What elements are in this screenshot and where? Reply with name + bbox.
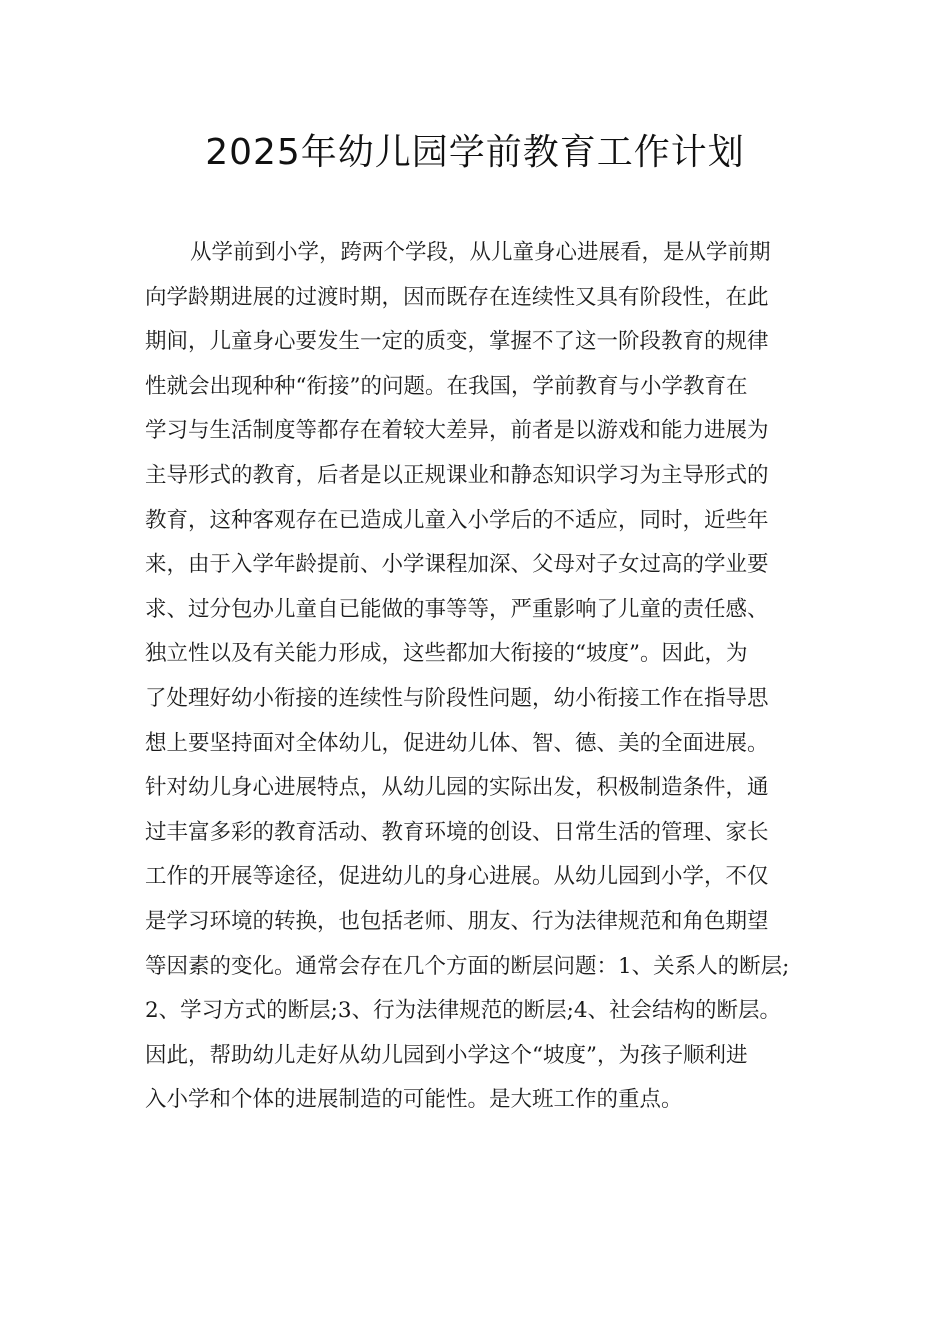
paragraph-line: 想上要坚持面对全体幼儿，促进幼儿体、智、德、美的全面进展。 bbox=[145, 730, 769, 756]
paragraph-line: 向学龄期进展的过渡时期，因而既存在连续性又具有阶段性，在此 bbox=[145, 284, 769, 310]
paragraph-line: 教育，这种客观存在已造成儿童入小学后的不适应，同时，近些年 bbox=[145, 507, 769, 533]
paragraph-line: 独立性以及有关能力形成，这些都加大衔接的“坡度”。因此，为 bbox=[145, 641, 748, 667]
body-paragraph bbox=[145, 231, 813, 1123]
paragraph-line: 期间，儿童身心要发生一定的质变，掌握不了这一阶段教育的规律 bbox=[145, 329, 769, 355]
paragraph-line: 是学习环境的转换，也包括老师、朋友、行为法律规范和角色期望 bbox=[145, 908, 769, 934]
document-title: 2025年幼儿园学前教育工作计划 bbox=[205, 132, 745, 173]
paragraph-line: 性就会出现种种“衔接”的问题。在我国，学前教育与小学教育在 bbox=[145, 373, 748, 399]
paragraph-line: 2、学习方式的断层;3、行为法律规范的断层;4、社会结构的断层。 bbox=[145, 998, 782, 1024]
paragraph-line: 了处理好幼小衔接的连续性与阶段性问题，幼小衔接工作在指导思 bbox=[145, 685, 769, 711]
paragraph-line: 等因素的变化。通常会存在几个方面的断层问题：1、关系人的断层; bbox=[145, 953, 790, 979]
paragraph-line: 针对幼儿身心进展特点，从幼儿园的实际出发，积极制造条件，通 bbox=[145, 775, 769, 801]
paragraph-line: 从学前到小学，跨两个学段，从儿童身心进展看，是从学前期 bbox=[190, 240, 771, 265]
paragraph-line: 工作的开展等途径，促进幼儿的身心进展。从幼儿园到小学，不仅 bbox=[145, 864, 769, 890]
paragraph-line: 入小学和个体的进展制造的可能性。是大班工作的重点。 bbox=[145, 1087, 683, 1113]
paragraph-line: 主导形式的教育，后者是以正规课业和静态知识学习为主导形式的 bbox=[145, 462, 769, 488]
paragraph-line: 因此，帮助幼儿走好从幼儿园到小学这个“坡度”，为孩子顺利进 bbox=[145, 1042, 748, 1068]
paragraph-line: 过丰富多彩的教育活动、教育环境的创设、日常生活的管理、家长 bbox=[145, 819, 769, 845]
paragraph-line: 求、过分包办儿童自已能做的事等等，严重影响了儿童的责任感、 bbox=[145, 596, 769, 622]
paragraph-line: 来，由于入学年龄提前、小学课程加深、父母对子女过高的学业要 bbox=[145, 552, 769, 578]
paragraph-line: 学习与生活制度等都存在着较大差异，前者是以游戏和能力进展为 bbox=[145, 418, 769, 444]
